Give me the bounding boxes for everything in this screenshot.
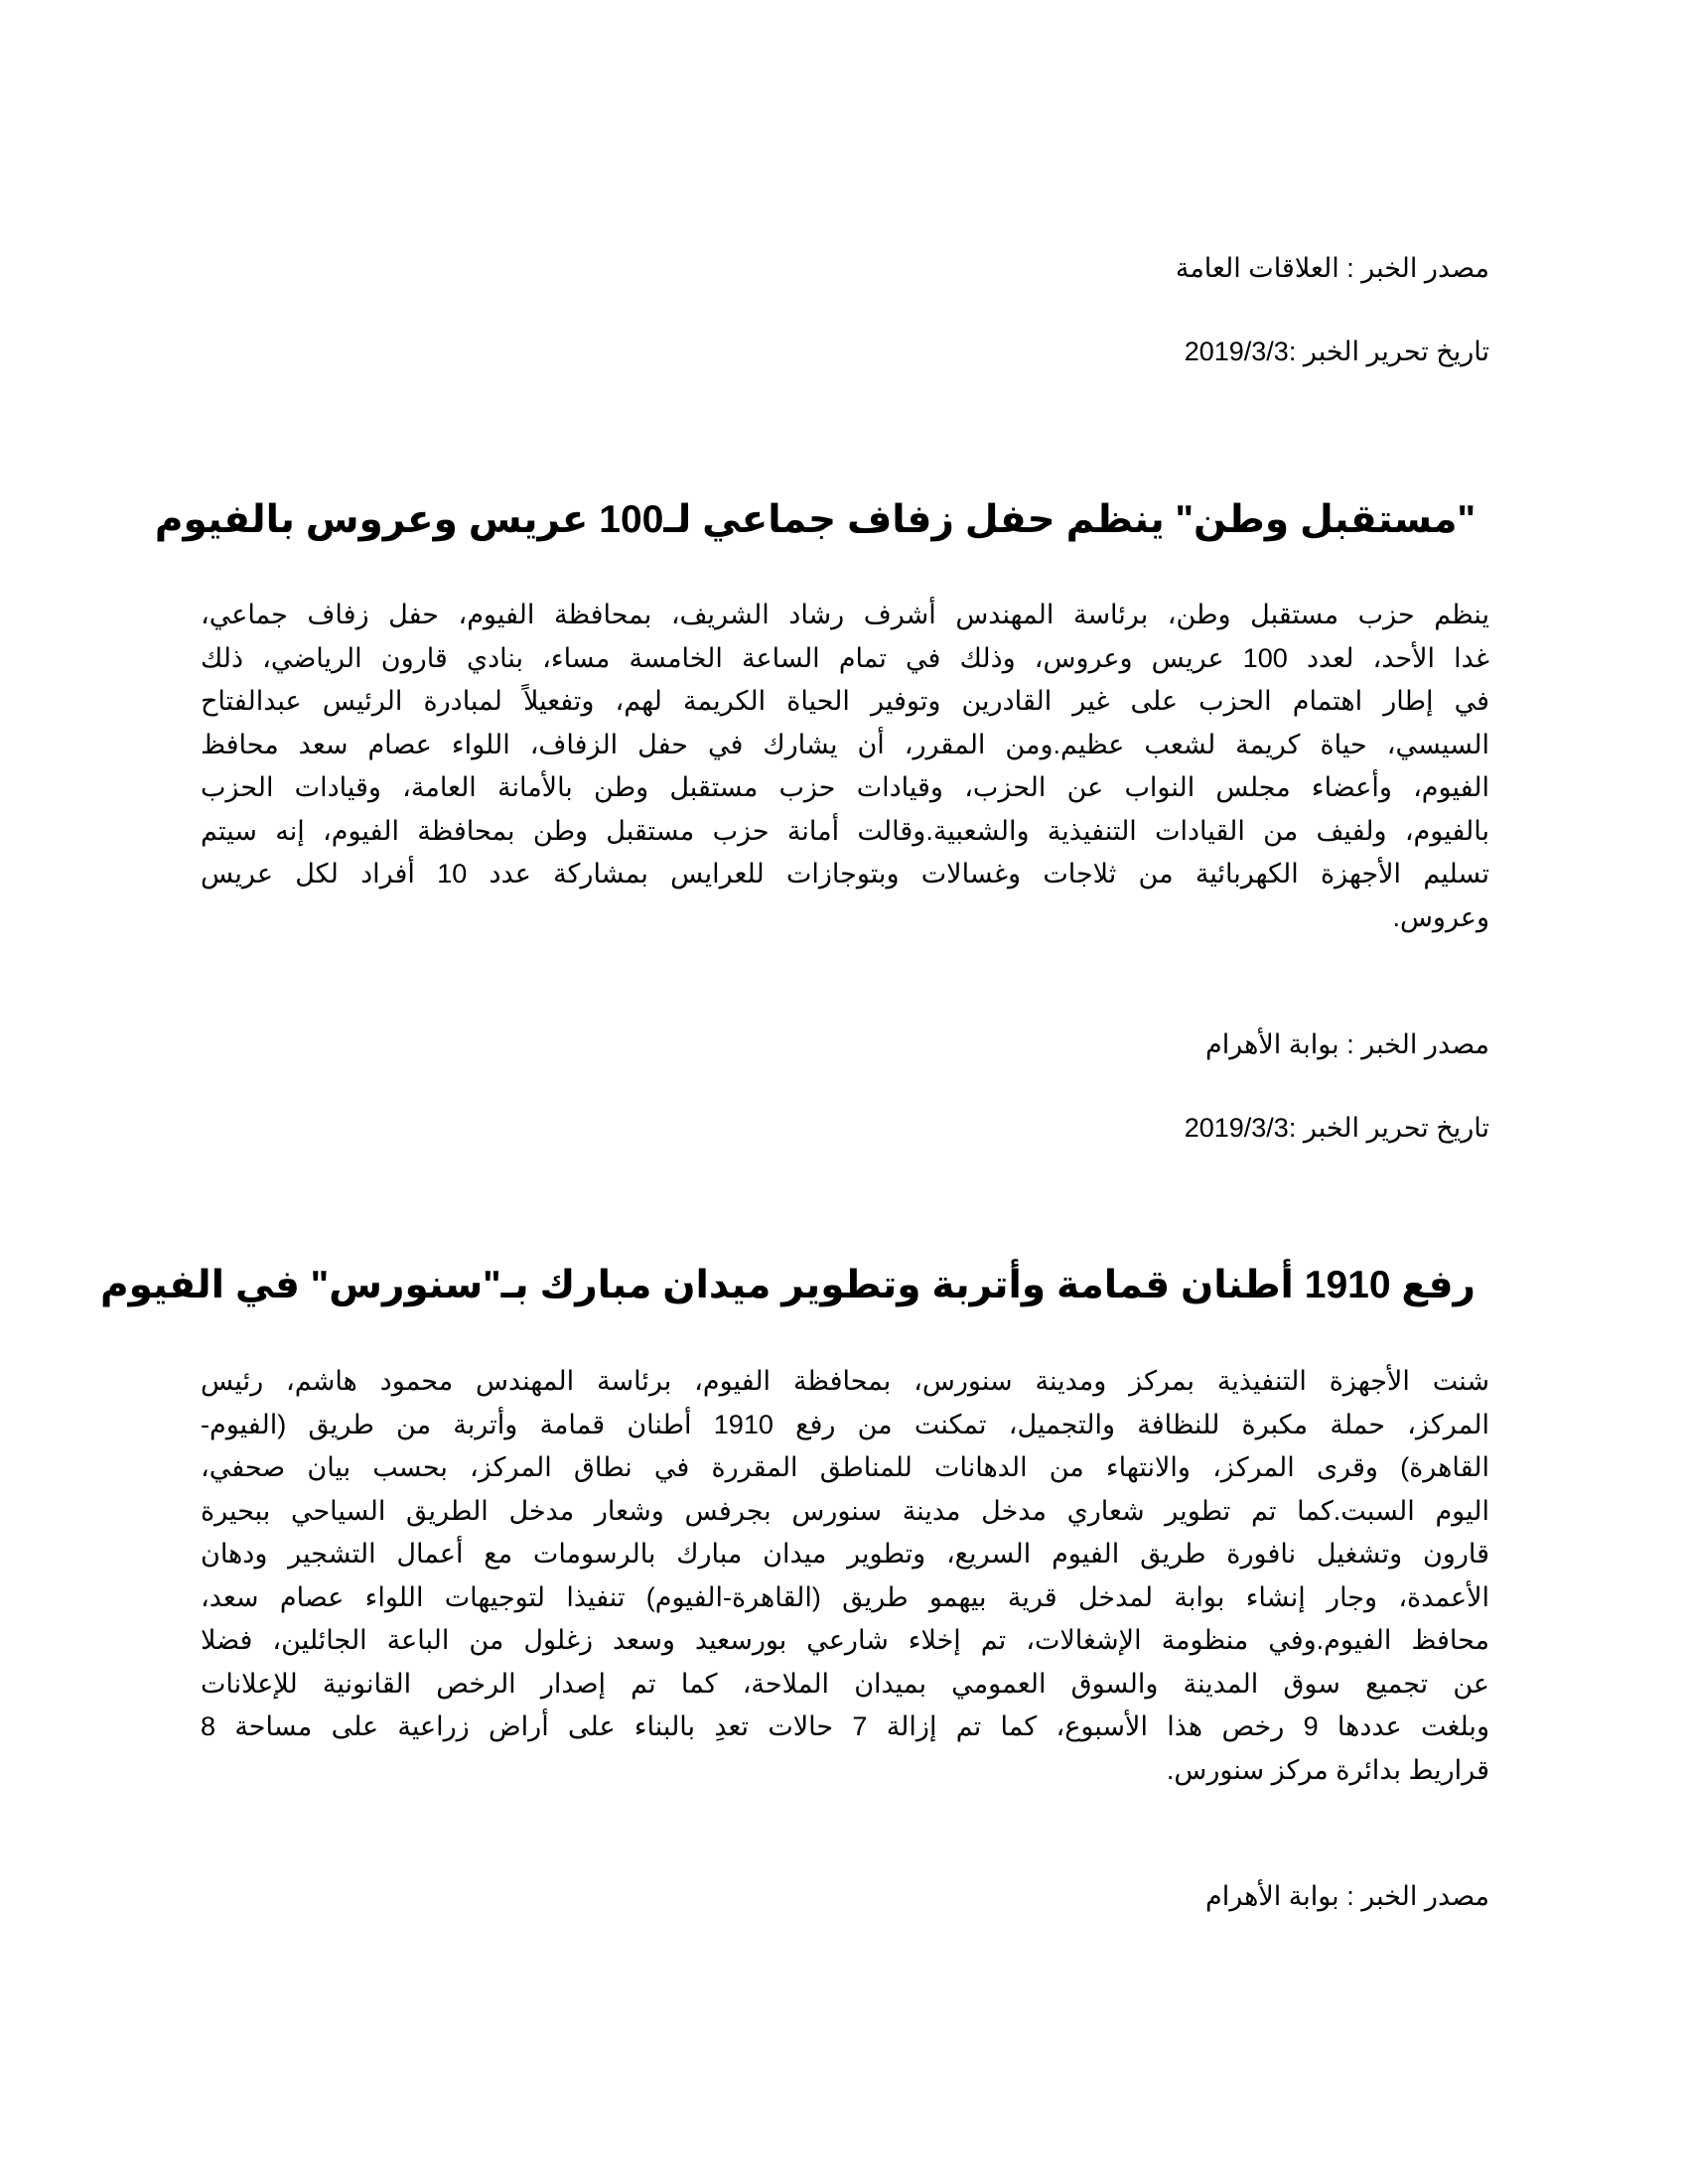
body-line: في إطار اهتمام الحزب على غير القادرين وتوفير الحياة الكريمة لهم، وتفعيلاً لمبادرة الرئيس عبدالفتاح [201,686,1489,716]
article-body [201,594,1489,939]
body-line: المركز، حملة مكبرة للنظافة والتجميل، تمكنت من رفع 1910 أطنان قمامة وأتربة من طريق (الفيوم- [201,1409,1489,1439]
body-line: الأعمدة، وجار إنشاء بوابة لمدخل قرية بيهمو طريق (القاهرة-الفيوم) تنفيذا لتوجيهات اللواء عصام سعد، [201,1581,1489,1612]
body-line: قراريط بدائرة مركز سنورس. [1166,1754,1489,1785]
article-body [201,1360,1489,1792]
article-title: رفع 1910 أطنان قمامة وأتربة وتطوير ميدان مبارك بـ"سنورس" في الفيوم [99,1264,1476,1306]
article-title: "مستقبل وطن" ينظم حفل زفاف جماعي لـ100 عريس وعروس بالفيوم [154,498,1476,541]
body-line: غدا الأحد، لعدد 100 عريس وعروس، وذلك في تمام الساعة الخامسة مساء، بنادي قارون الرياضي، ذلك [201,642,1489,673]
date-line: تاريخ تحرير الخبر :2019/3/3 [1184,1113,1489,1143]
body-line: اليوم السبت.كما تم تطوير شعاري مدخل مدينة سنورس بجرفس وشعار مدخل الطريق السياحي ببحيرة [201,1495,1489,1526]
body-line: الفيوم، وأعضاء مجلس النواب عن الحزب، وقيادات حزب مستقبل وطن بالأمانة العامة، وقيادات الحزب [201,772,1489,802]
body-line: القاهرة) وقرى المركز، والانتهاء من الدهانات للمناطق المقررة في نطاق المركز، بحسب بيان صحفي، [201,1452,1489,1482]
body-line: السيسي، حياة كريمة لشعب عظيم.ومن المقرر، أن يشارك في حفل الزفاف، اللواء عصام سعد محافظ [201,729,1489,759]
body-line: تسليم الأجهزة الكهربائية من ثلاجات وغسالات وبتوجازات للعرايس بمشاركة عدد 10 أفراد لكل عريس [201,859,1489,888]
source-line: مصدر الخبر : بوابة الأهرام [1204,1881,1489,1911]
body-line: عن تجميع سوق المدينة والسوق العمومي بميدان الملاحة، كما تم إصدار الرخص القانونية للإعلانات [201,1668,1489,1699]
date-line: تاريخ تحرير الخبر :2019/3/3 [1184,337,1489,366]
source-line: مصدر الخبر : العلاقات العامة [1175,253,1489,283]
body-line: شنت الأجهزة التنفيذية بمركز ومدينة سنورس، بمحافظة الفيوم، برئاسة المهندس محمود هاشم، رئيس [201,1366,1489,1396]
source-line: مصدر الخبر : بوابة الأهرام [1204,1029,1489,1059]
body-line: ينظم حزب مستقبل وطن، برئاسة المهندس أشرف رشاد الشريف، بمحافظة الفيوم، حفل زفاف جماعي، [201,600,1489,629]
body-line: بالفيوم، ولفيف من القيادات التنفيذية والشعبية.وقالت أمانة حزب مستقبل وطن بمحافظة الفيوم، إنه سيتم [201,815,1489,846]
body-line: وبلغت عددها 9 رخص هذا الأسبوع، كما تم إزالة 7 حالات تعدِ بالبناء على أراض زراعية على مساحة 8 [201,1711,1489,1741]
body-line: قارون وتشغيل نافورة طريق الفيوم السريع، وتطوير ميدان مبارك بالرسومات مع أعمال التشجير ودهان [201,1539,1489,1569]
body-line: وعروس. [1392,901,1489,932]
body-line: محافظ الفيوم.وفي منظومة الإشغالات، تم إخلاء شارعي بورسعيد وسعد زغلول من الباعة الجائلين، فضلا [201,1625,1489,1655]
